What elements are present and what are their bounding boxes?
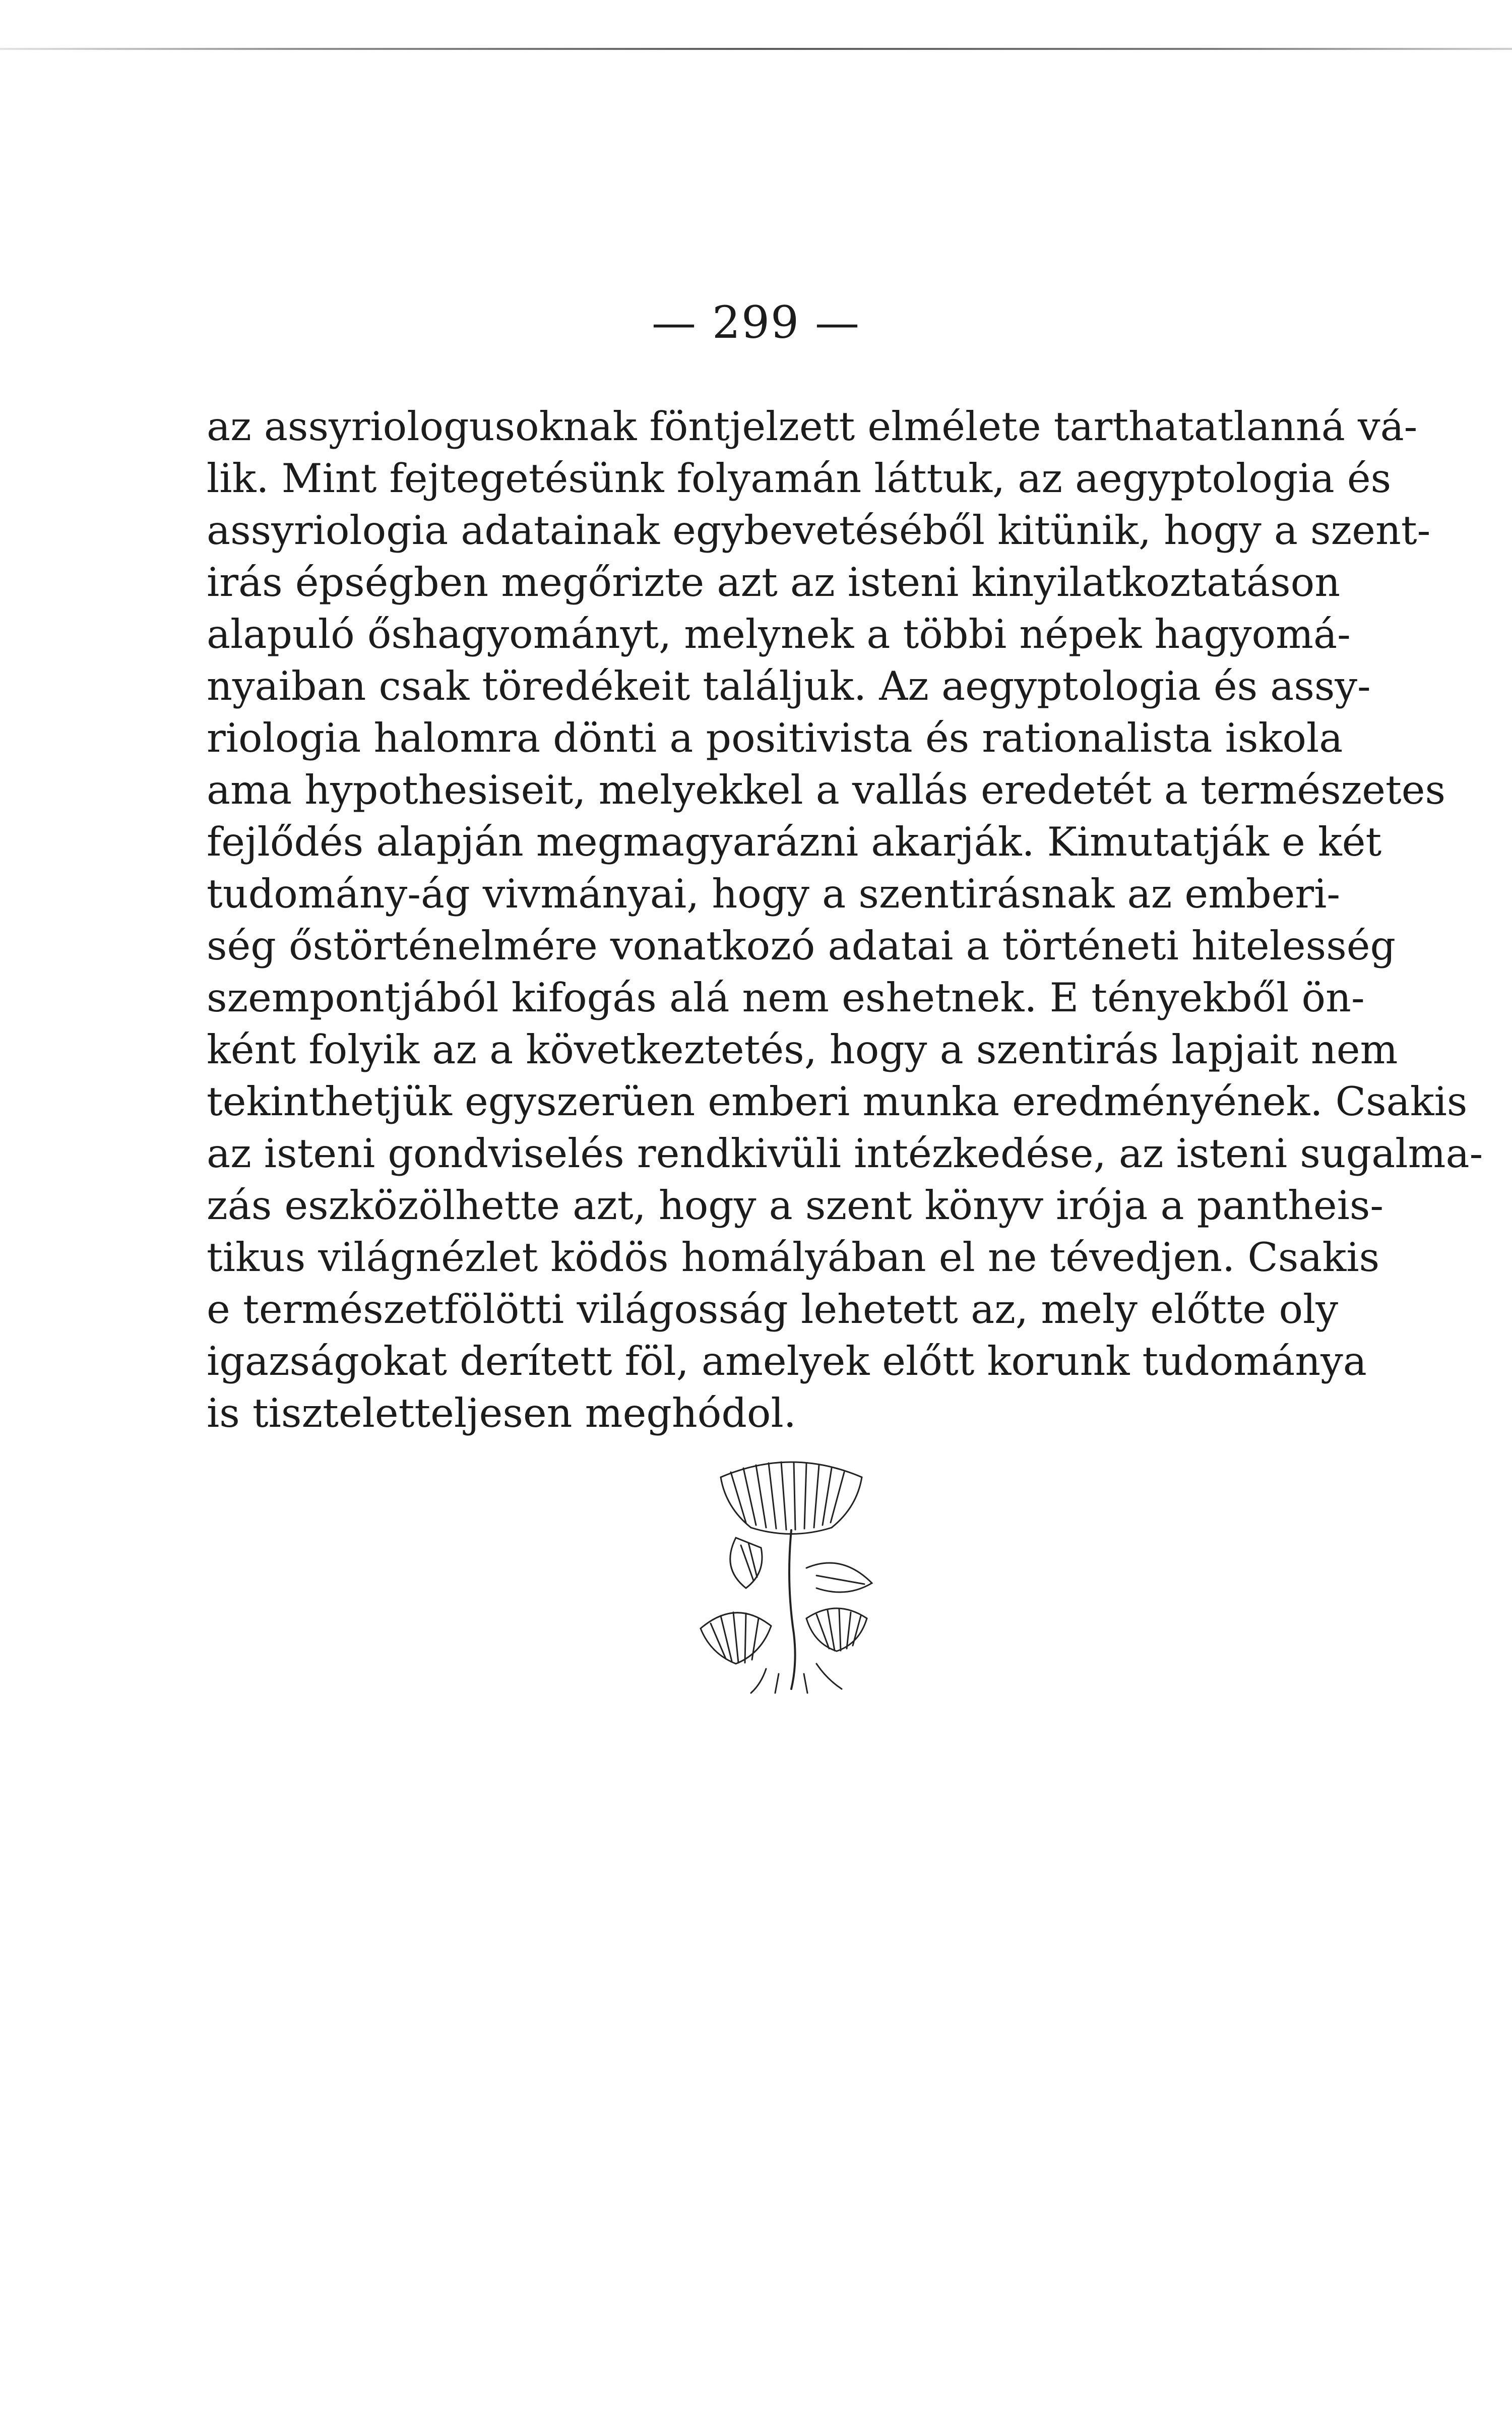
text-line: zás eszközölhette azt, hogy a szent könyv irója a pantheis- bbox=[207, 1182, 1384, 1229]
text-line: az isteni gondviselés rendkivüli intézkedése, az isteni sugalma- bbox=[207, 1130, 1483, 1177]
text-line: fejlődés alapján megmagyarázni akarják. Kimutatják e két bbox=[207, 819, 1382, 865]
text-line: igazságokat derített föl, amelyek előtt korunk tudománya bbox=[207, 1338, 1367, 1384]
text-line: ként folyik az a következtetés, hogy a szentirás lapjait nem bbox=[207, 1026, 1398, 1073]
floral-vignette-icon bbox=[690, 1452, 892, 1694]
text-line: e természetfölötti világosság lehetett az, mely előtte oly bbox=[207, 1286, 1338, 1333]
text-line: szempontjából kifogás alá nem eshetnek. E tényekből ön- bbox=[207, 975, 1365, 1021]
text-line: assyriologia adatainak egybevetéséből kitünik, hogy a szent- bbox=[207, 507, 1431, 554]
text-line: tudomány-ág vivmányai, hogy a szentirásnak az emberi- bbox=[207, 871, 1341, 917]
text-line: ség őstörténelmére vonatkozó adatai a történeti hitelesség bbox=[207, 923, 1396, 969]
text-line: ama hypothesiseit, melyekkel a vallás eredetét a természetes bbox=[207, 767, 1446, 813]
body-paragraph bbox=[207, 401, 1483, 1439]
text-line: alapuló őshagyományt, melynek a többi népek hagyomá- bbox=[207, 611, 1351, 657]
text-line: irás épségben megőrizte azt az isteni kinyilatkoztatáson bbox=[207, 559, 1341, 606]
text-line: nyaiban csak töredékeit találjuk. Az aegyptologia és assy- bbox=[207, 663, 1371, 709]
text-line: is tiszteletteljesen meghódol. bbox=[207, 1390, 796, 1436]
top-edge-rule bbox=[0, 48, 1512, 50]
text-line: az assyriologusoknak föntjelzett elmélete tarthatatlanná vá- bbox=[207, 403, 1418, 450]
page-number: — 299 — bbox=[652, 296, 860, 348]
text-line: lik. Mint fejtegetésünk folyamán láttuk, az aegyptologia és bbox=[207, 455, 1392, 502]
text-line: tikus világnézlet ködös homályában el ne tévedjen. Csakis bbox=[207, 1234, 1380, 1281]
text-line: riologia halomra dönti a positivista és rationalista iskola bbox=[207, 715, 1343, 761]
text-line: tekinthetjük egyszerüen emberi munka eredményének. Csakis bbox=[207, 1078, 1468, 1125]
